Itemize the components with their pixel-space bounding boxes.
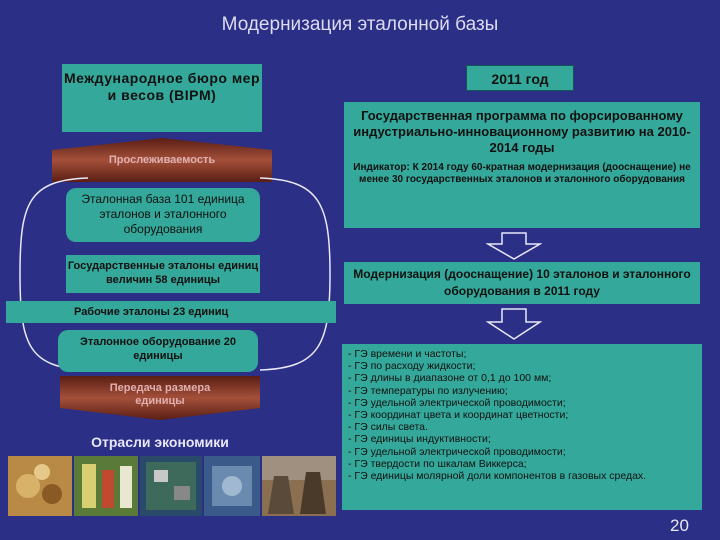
list-item: - ГЭ твердости по шкалам Виккерса; — [348, 457, 527, 470]
state-standards-box: Государственные эталоны единиц величин 58 единицы — [66, 255, 260, 293]
year-badge: 2011 год — [466, 65, 574, 91]
lab-photo — [74, 456, 138, 516]
bipm-box: Международное бюро мер и весов (BIPM) — [62, 64, 262, 132]
reference-base-box: Эталонная база 101 единица эталонов и эталонного оборудования — [66, 188, 260, 242]
cooling-towers-photo — [262, 456, 336, 516]
program-box — [344, 102, 700, 228]
standards-list — [342, 344, 702, 510]
list-item: - ГЭ удельной электрической проводимости; — [348, 445, 566, 458]
page-title: Модернизация эталонной базы — [221, 14, 499, 35]
program-title: Государственная программа по форсированному индустриально-инновационному развитию на 2010-2014 годы — [353, 108, 691, 155]
list-item: - ГЭ единицы молярной доли компонентов в газовых средах. — [348, 470, 647, 483]
electronics-photo — [140, 456, 202, 516]
lab-equipment-photo — [204, 456, 260, 516]
down-arrow-2 — [486, 308, 542, 340]
down-arrow-1 — [486, 232, 542, 260]
modernization-box: Модернизация (дооснащение) 10 эталонов и эталонного оборудования в 2011 году — [344, 262, 700, 304]
working-standards-box: Рабочие эталоны 23 единиц — [6, 301, 336, 323]
economy-sectors-label: Отрасли экономики — [91, 434, 229, 450]
equipment-box: Эталонное оборудование 20 единицы — [58, 330, 258, 372]
list-item: - ГЭ длины в диапазоне от 0,1 до 100 мм; — [348, 372, 552, 385]
traceability-label: Прослеживаемость — [108, 154, 216, 166]
list-item: - ГЭ координат цвета и координат цветности; — [348, 409, 569, 422]
list-item: - ГЭ по расходу жидкости; — [348, 360, 476, 373]
list-item: - ГЭ температуры по излучению; — [348, 384, 508, 397]
list-item: - ГЭ времени и частоты; — [348, 348, 467, 360]
list-item: - ГЭ единицы индуктивности; — [348, 433, 491, 446]
program-indicator: Индикатор: К 2014 году 60-кратная модернизация (дооснащение) не менее 30 государственных эталонов и эталонного оборудования — [353, 162, 691, 185]
page-number: 20 — [670, 516, 689, 535]
grain-photo — [8, 456, 72, 516]
list-item: - ГЭ удельной электрической проводимости; — [348, 396, 566, 409]
list-item: - ГЭ силы света. — [348, 421, 428, 434]
transfer-label: Передача размера единицы — [109, 382, 211, 407]
